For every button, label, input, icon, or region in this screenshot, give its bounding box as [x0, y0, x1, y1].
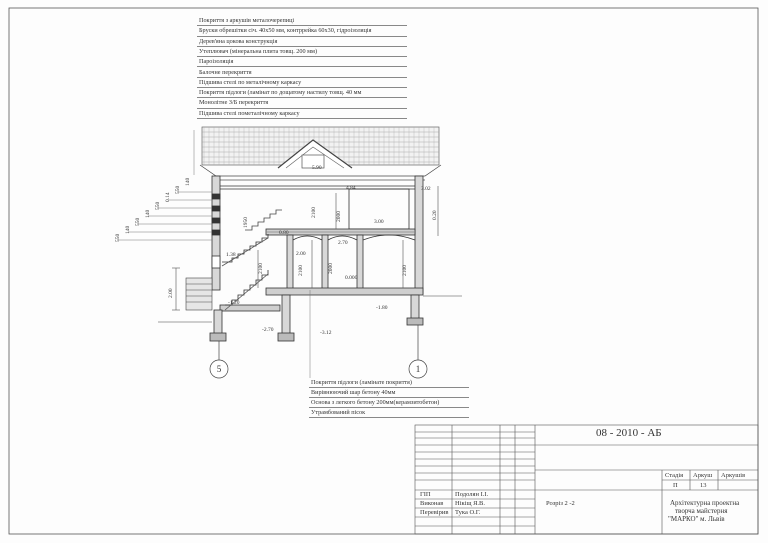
elev-6: 0.000 [345, 275, 358, 281]
axis-labels [217, 364, 421, 374]
building-section [210, 176, 423, 341]
roof-layer-6: Балочне перекриття [197, 68, 407, 78]
sheet-value: 13 [700, 482, 707, 489]
floor-layer-1: Покриття підлоги (ламінате покриття) [309, 378, 469, 388]
elev-7: -1.20 [228, 300, 240, 306]
roof-layer-4: Утеплювач (мінеральна плита товщ. 200 мм) [197, 47, 407, 57]
dim-4: 2100 [258, 263, 264, 274]
staff-role-2: Виконав [420, 500, 444, 507]
elev-14: 0.20 [432, 210, 438, 220]
staff-name-3: Тука О.Г. [455, 509, 481, 516]
sheets-header: Аркушів [721, 472, 746, 479]
roof [200, 127, 441, 180]
stair-dim-7: 550 [175, 185, 181, 194]
roof-layer-2: Бруски обрешітки січ. 40х50 мм, контррейка 60х30, гідроізоляція [197, 26, 407, 36]
axis-label-1: 1 [415, 364, 421, 374]
dim-7: 2100 [402, 265, 408, 276]
dim-3: 1950 [243, 217, 249, 228]
org-line-3: "МАРКО" м. Львів [668, 515, 725, 523]
elev-15: 2.00 [168, 288, 174, 298]
drawing-code: 08 - 2010 - АБ [596, 427, 662, 439]
dim-1: 2100 [311, 207, 317, 218]
dim-5: 2100 [298, 265, 304, 276]
floor-layer-3: Основа з легкого бетону 200мм(керамзитобетон) [309, 398, 469, 408]
roof-layer-10: Підшива стелі пометалічному каркасу [197, 109, 407, 119]
stair-dim-6: 0.14 [165, 192, 171, 202]
dim-2: 2000 [336, 211, 342, 222]
dim-6: 2000 [328, 263, 334, 274]
elev-10: -3.12 [320, 330, 332, 336]
elev-12: 0.80 [279, 230, 289, 236]
elev-13: 2.00 [296, 251, 306, 257]
elev-3: 3.02 [421, 186, 431, 192]
stair-dim-1: 550 [115, 233, 121, 242]
axis-label-5: 5 [216, 364, 222, 374]
staff-name-2: Нікіщ Я.В. [455, 500, 486, 507]
org-line-1: Архітектурна проектна [670, 499, 740, 507]
elev-5: 2.70 [338, 240, 348, 246]
floor-layer-4: Утрамбований пісок [309, 408, 469, 418]
roof-layer-9: Монолітне З/Б перекриття [197, 98, 407, 108]
stair-dim-5: 550 [155, 201, 161, 210]
drawing-name: Розріз 2 -2 [546, 500, 575, 507]
stair-dim-8: 140 [185, 177, 191, 186]
elev-8: -1.80 [376, 305, 388, 311]
elev-9: -2.70 [262, 327, 274, 333]
staff-role-3: Перевірив [420, 509, 449, 516]
elev-2: 4.84 [346, 185, 356, 191]
stair-dim-4: 140 [145, 209, 151, 218]
sheet-header: Аркуш [693, 472, 713, 479]
elev-4: 3.00 [374, 219, 384, 225]
stage-header: Стадія [665, 472, 684, 479]
stage-value: П [673, 482, 678, 489]
elev-11: 1.38 [226, 252, 236, 258]
roof-layer-1: Покриття з аркушів металочерепиці [197, 16, 407, 26]
stair-dim-3: 550 [135, 217, 141, 226]
staff-role-1: ГІП [420, 491, 431, 498]
staff-name-1: Подолян І.І. [455, 491, 489, 498]
roof-layer-8: Покриття підлоги (ламінат по дощатому настилу товщ. 40 мм [197, 88, 407, 98]
roof-layer-5: Пароізоляція [197, 57, 407, 67]
roof-layer-3: Дерев'яна цокова конструкція [197, 37, 407, 47]
org-line-2: творча майстерня [675, 507, 728, 515]
elev-1: 5.90 [312, 165, 322, 171]
axis-markers [210, 325, 427, 378]
floor-layer-2: Вирівнюючий шар бетону 40мм [309, 388, 469, 398]
stair-dim-2: 140 [125, 225, 131, 234]
roof-layer-7: Підшива стелі по металічному каркасу [197, 78, 407, 88]
